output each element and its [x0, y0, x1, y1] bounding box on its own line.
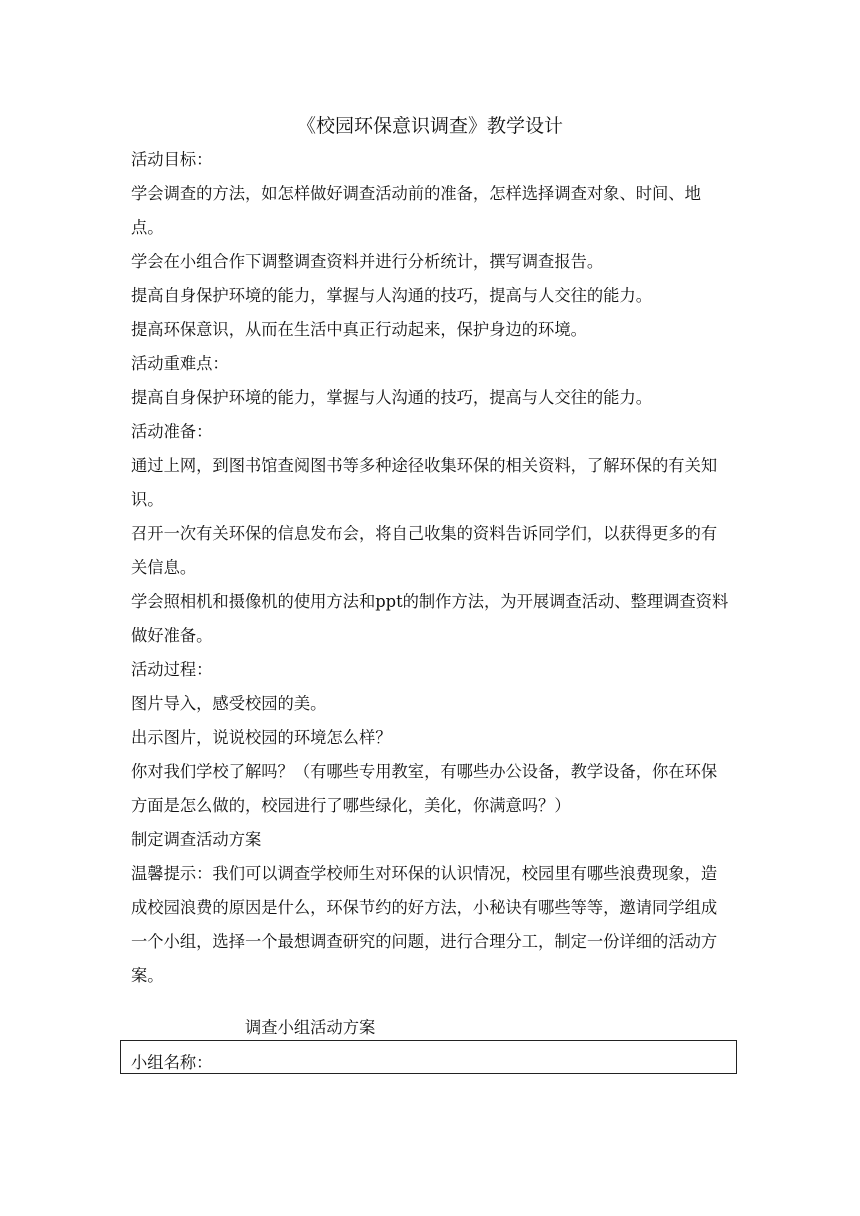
process-item: 制定调查活动方案: [131, 830, 262, 849]
objective-item: 提高环保意识，从而在生活中真正行动起来，保护身边的环境。: [131, 320, 587, 339]
tip-paragraph: 温馨提示：我们可以调查学校师生对环保的认识情况，校园里有哪些浪费现象，造成校园浪费的原因是什么，环保节约的好方法，小秘诀有哪些等等，邀请同学组成一个小组，选择一个最想调查研究的问题，进行合理分工，制定一份详细的活动方案。: [131, 864, 718, 985]
process-item: 出示图片，说说校园的环境怎么样？: [131, 728, 392, 747]
group-name-cell: 小组名称：: [131, 1053, 213, 1072]
process-item: 你对我们学校了解吗？（有哪些专用教室，有哪些办公设备，教学设备，你在环保方面是怎么做的，校园进行了哪些绿化，美化，你满意吗？）: [131, 762, 718, 815]
section-heading-objectives: 活动目标：: [131, 150, 213, 169]
preparation-item: 召开一次有关环保的信息发布会，将自己收集的资料告诉同学们，以获得更多的有关信息。: [131, 524, 718, 577]
section-heading-key-points: 活动重难点：: [131, 354, 229, 373]
objective-item: 学会在小组合作下调整调查资料并进行分析统计，撰写调查报告。: [131, 252, 604, 271]
activity-plan-table: [120, 1040, 737, 1074]
section-heading-process: 活动过程：: [131, 660, 213, 679]
document-body: [131, 143, 731, 993]
section-heading-preparation: 活动准备：: [131, 422, 213, 441]
process-item: 图片导入，感受校园的美。: [131, 694, 327, 713]
table-caption: 调查小组活动方案: [245, 1018, 376, 1037]
preparation-item: 学会照相机和摄像机的使用方法和ppt的制作方法，为开展调查活动、整理调查资料做好准备。: [131, 592, 729, 645]
objective-item: 提高自身保护环境的能力，掌握与人沟通的技巧，提高与人交往的能力。: [131, 286, 653, 305]
preparation-item: 通过上网，到图书馆查阅图书等多种途径收集环保的相关资料，了解环保的有关知识。: [131, 456, 718, 509]
key-point-item: 提高自身保护环境的能力，掌握与人沟通的技巧，提高与人交往的能力。: [131, 388, 653, 407]
objective-item: 学会调查的方法，如怎样做好调查活动前的准备，怎样选择调查对象、时间、地点。: [131, 184, 701, 237]
document-title: 《校园环保意识调查》教学设计: [296, 115, 563, 137]
